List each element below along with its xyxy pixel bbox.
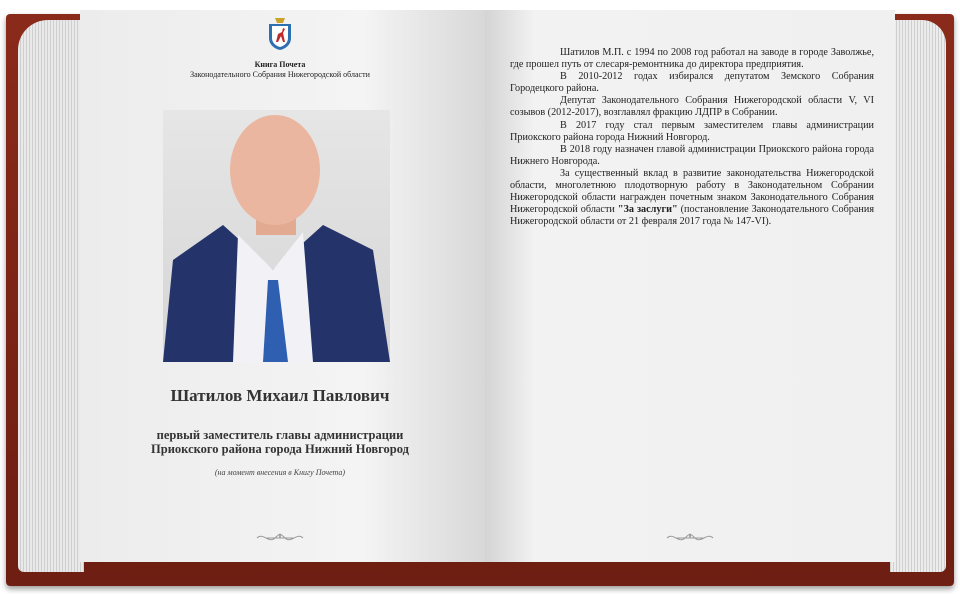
bio-paragraph: Шатилов М.П. с 1994 по 2008 год работал на заводе в городе Заволжье, где прошел путь от слесаря-ремонтника до директора предприятия. xyxy=(510,47,874,71)
person-position xyxy=(130,428,430,456)
bio-paragraph xyxy=(510,168,874,228)
page-stack-right xyxy=(890,20,946,572)
award-decree: (постановление Законодательного Собрания Нижегородской области от 21 февраля 2017 года № 147-VI). xyxy=(510,204,874,228)
position-line-1: первый заместитель главы администрации xyxy=(156,428,404,442)
page-stack-left xyxy=(18,20,84,572)
position-line-2: Приокского района города Нижний Новгород xyxy=(151,442,409,456)
bio-paragraph: Депутат Законодательного Собрания Нижегородской области V, VI созывов (2012-2017), возглавлял фракцию ЛДПР в Собрании. xyxy=(510,95,874,119)
biography xyxy=(510,47,874,228)
award-name: "За заслуги" xyxy=(617,204,678,216)
bio-paragraph: В 2017 году стал первым заместителем главы администрации Приокского района города Нижний Новгород. xyxy=(510,119,874,143)
book-title: Книга Почета xyxy=(254,60,306,69)
ornament-icon xyxy=(255,532,305,544)
portrait-photo xyxy=(163,110,390,362)
entry-note: (на момент внесения в Книгу Почета) xyxy=(214,468,346,477)
book-subtitle: Законодательного Собрания Нижегородской области xyxy=(190,70,370,79)
bio-paragraph: В 2010-2012 годах избирался депутатом Земского Собрания Городецкого района. xyxy=(510,71,874,95)
person-name: Шатилов Михаил Павлович xyxy=(170,386,390,405)
coat-of-arms-icon xyxy=(265,14,295,52)
ornament-icon xyxy=(665,532,715,544)
page-header xyxy=(150,14,410,80)
award-text: За существенный вклад в развитие законодательства Нижегородской области, многолетнюю плодотворную работу в Законодательном Собрании Нижегородской области награжден почетным знаком Законодательного Собрания Нижегородской области xyxy=(510,167,874,216)
bio-paragraph: В 2018 году назначен главой администрации Приокского района города Нижнего Новгорода. xyxy=(510,143,874,167)
